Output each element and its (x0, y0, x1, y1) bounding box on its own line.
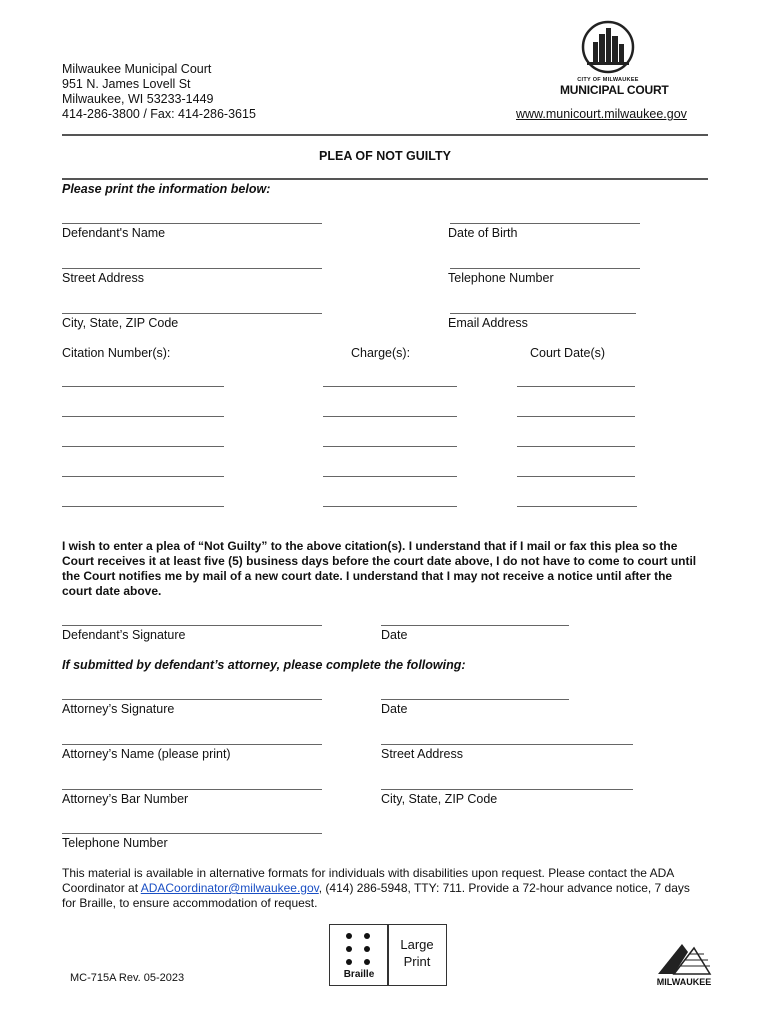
court-website[interactable]: www.municourt.milwaukee.gov (516, 107, 687, 121)
court-dates-header: Court Date(s) (530, 346, 606, 360)
braille-dot (364, 946, 370, 952)
city-of-milwaukee-logo (652, 940, 716, 990)
attorney-city-line[interactable] (381, 789, 633, 790)
citation-number-line[interactable] (62, 386, 224, 387)
street-address-label: Street Address (62, 271, 144, 285)
attorney-telephone-label: Telephone Number (62, 836, 168, 850)
ada-notice (62, 866, 707, 911)
charge-line[interactable] (323, 416, 457, 417)
court-street: 951 N. James Lovell St (62, 77, 191, 91)
charge-line[interactable] (323, 476, 457, 477)
court-date-line[interactable] (517, 506, 637, 507)
charges-header: Charge(s): (351, 346, 411, 360)
large-print-line2: Print (403, 954, 431, 969)
plea-statement: I wish to enter a plea of “Not Guilty” to the above citation(s). I understand that if I mail or fax this plea so the Court receives it at least five (5) business days before the court date above, I do not have to come to court until the Court notifies me by mail of a new court date. I understand that I may not receive a notice until after the court date above. (62, 539, 697, 598)
attorney-telephone-line[interactable] (62, 833, 322, 834)
braille-dot (346, 946, 352, 952)
attorney-bar-number-line[interactable] (62, 789, 322, 790)
signature-date-line[interactable] (381, 625, 569, 626)
telephone-number-line[interactable] (450, 268, 640, 269)
citation-number-line[interactable] (62, 476, 224, 477)
attorney-street-label: Street Address (381, 747, 463, 761)
attorney-name-label: Attorney’s Name (please print) (62, 747, 231, 761)
defendant-signature-line[interactable] (62, 625, 322, 626)
citation-number-line[interactable] (62, 416, 224, 417)
signature-date-label: Date (381, 628, 408, 642)
court-city: Milwaukee, WI 53233-1449 (62, 92, 214, 106)
attorney-signature-label: Attorney’s Signature (62, 702, 175, 716)
city-logo-text: MILWAUKEE (656, 977, 712, 987)
ada-text-after: , (414) 286-5948, TTY: 711. Provide a 72-hour advance notice, 7 days for Braille, to ensure accommodation of request. (62, 881, 690, 910)
defendant-signature-label: Defendant’s Signature (62, 628, 186, 642)
header-divider (62, 134, 708, 136)
charge-line[interactable] (323, 506, 457, 507)
email-address-label: Email Address (448, 316, 528, 330)
date-of-birth-label: Date of Birth (448, 226, 518, 240)
ada-text-before: This material is available in alternative formats for individuals with disabilities upon request. Please contact the ADA Coordinator at (62, 866, 674, 895)
attorney-date-label: Date (381, 702, 408, 716)
logo-court-text: MUNICIPAL COURT (560, 83, 669, 97)
large-print-line1: Large (400, 937, 434, 952)
court-date-line[interactable] (517, 416, 635, 417)
court-address (62, 62, 256, 122)
telephone-number-label: Telephone Number (448, 271, 554, 285)
skyline-seal-icon (581, 20, 635, 74)
charge-line[interactable] (323, 386, 457, 387)
municipal-court-logo (560, 20, 690, 100)
title-divider (62, 178, 708, 180)
court-date-line[interactable] (517, 386, 635, 387)
instructions: Please print the information below: (62, 182, 271, 196)
braille-dot (364, 933, 370, 939)
page-title: PLEA OF NOT GUILTY (319, 149, 451, 163)
braille-dot (364, 959, 370, 965)
city-state-zip-line[interactable] (62, 313, 322, 314)
charge-line[interactable] (323, 446, 457, 447)
logo-city-text: CITY OF MILWAUKEE (577, 77, 639, 83)
attorney-heading: If submitted by defendant’s attorney, please complete the following: (62, 658, 466, 672)
braille-label: Braille (343, 969, 375, 980)
street-address-line[interactable] (62, 268, 322, 269)
attorney-street-line[interactable] (381, 744, 633, 745)
court-name: Milwaukee Municipal Court (62, 62, 212, 76)
braille-dot (346, 959, 352, 965)
city-logo-icon (654, 940, 714, 978)
ada-email-link[interactable]: ADACoordinator@milwaukee.gov (140, 881, 319, 895)
city-state-zip-label: City, State, ZIP Code (62, 316, 179, 330)
court-date-line[interactable] (517, 446, 635, 447)
email-address-line[interactable] (450, 313, 636, 314)
braille-box (329, 924, 389, 986)
large-print-box (387, 924, 447, 986)
court-phone-fax: 414-286-3800 / Fax: 414-286-3615 (62, 107, 256, 121)
attorney-bar-number-label: Attorney’s Bar Number (62, 792, 189, 806)
defendant-name-line[interactable] (62, 223, 322, 224)
citation-number-line[interactable] (62, 446, 224, 447)
attorney-city-label: City, State, ZIP Code (381, 792, 498, 806)
court-date-line[interactable] (517, 476, 635, 477)
citation-number-line[interactable] (62, 506, 224, 507)
braille-dot (346, 933, 352, 939)
attorney-date-line[interactable] (381, 699, 569, 700)
defendant-name-label: Defendant's Name (62, 226, 166, 240)
date-of-birth-line[interactable] (450, 223, 640, 224)
citation-numbers-header: Citation Number(s): (62, 346, 171, 360)
form-number: MC-715A Rev. 05-2023 (70, 972, 185, 984)
attorney-signature-line[interactable] (62, 699, 322, 700)
attorney-name-line[interactable] (62, 744, 322, 745)
